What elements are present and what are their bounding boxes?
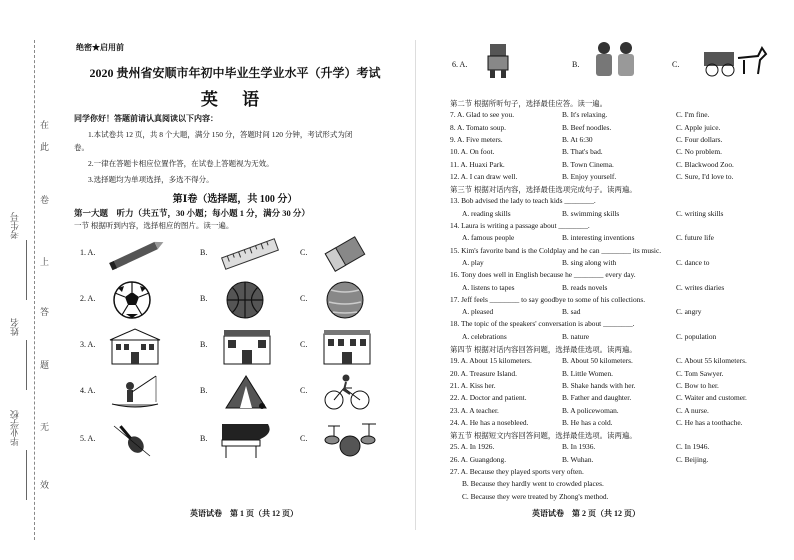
question-row bbox=[80, 234, 400, 274]
question-number: 6. A. bbox=[452, 60, 468, 69]
option-c-label: C. bbox=[300, 340, 308, 349]
option-b-label: B. bbox=[572, 60, 580, 69]
horse-carriage-icon bbox=[700, 40, 770, 80]
option-b: B. Little Women. bbox=[562, 368, 613, 378]
answer-options-row bbox=[450, 307, 785, 318]
line-text: 17. Jeff feels ________ to say goodbye to some of his collections. bbox=[450, 294, 646, 304]
option-c: C. Tom Sawyer. bbox=[676, 368, 724, 378]
section-description: 一节 根据听到内容，选择相应的图片。读一遍。 bbox=[74, 221, 234, 230]
question-text bbox=[450, 295, 785, 306]
school-label: 毕业学校 bbox=[10, 410, 20, 446]
option-b: B. sad bbox=[562, 307, 581, 317]
option-c: C. population bbox=[676, 331, 717, 341]
option-c-label: C. bbox=[300, 434, 308, 443]
piano-icon bbox=[218, 420, 278, 460]
question-row bbox=[80, 280, 400, 320]
option-c: C. Bow to her. bbox=[676, 380, 719, 390]
option-a: 26. A. Guangdong. bbox=[450, 454, 507, 464]
option-a: A. reading skills bbox=[462, 208, 511, 218]
confidential-mark: 绝密★启用前 bbox=[76, 43, 124, 52]
school-line bbox=[26, 450, 27, 500]
option-b: B. Shake hands with her. bbox=[562, 380, 636, 390]
option-c-label: C. bbox=[300, 294, 308, 303]
instruction-line: 1.本试卷共 12 页，共 8 个大题，满分 150 分，答题时间 120 分钟，考试形式为闭 bbox=[88, 130, 353, 139]
option-a: 21. A. Kiss her. bbox=[450, 380, 496, 390]
margin-char: 答 bbox=[40, 307, 50, 317]
answer-options-row bbox=[450, 406, 785, 417]
option-b: B. He has a cold. bbox=[562, 417, 613, 427]
question-number: 3. A. bbox=[80, 340, 96, 349]
examinee-number-line bbox=[26, 240, 27, 300]
option-a: 24. A. He has a nosebleed. bbox=[450, 417, 529, 427]
line-text: 第三节 根据对话内容，选择最佳选项完成句子。读两遍。 bbox=[450, 185, 637, 195]
question-number: 4. A. bbox=[80, 386, 96, 395]
option-c: C. writes diaries bbox=[676, 282, 725, 292]
option-b: B. About 50 kilometers. bbox=[562, 356, 633, 366]
question-text bbox=[450, 319, 785, 330]
margin-char: 卷 bbox=[40, 195, 50, 205]
option-c: C. Beijing. bbox=[676, 454, 709, 464]
line-text: 14. Laura is writing a passage about ________. bbox=[450, 221, 590, 230]
question-text bbox=[450, 344, 785, 355]
answer-options-row bbox=[450, 147, 785, 158]
margin-char: 上 bbox=[40, 257, 50, 267]
answer-options-row bbox=[450, 160, 785, 171]
margin-char: 此 bbox=[40, 142, 50, 152]
option-b: B. reads novels bbox=[562, 282, 608, 292]
question-number: 1. A. bbox=[80, 248, 96, 257]
option-c: C. He has a toothache. bbox=[676, 417, 743, 427]
answer-options-row bbox=[450, 209, 785, 220]
answer-options-row bbox=[450, 283, 785, 294]
line-text: 18. The topic of the speakers' conversation is about ________. bbox=[450, 319, 635, 329]
question-text bbox=[450, 479, 785, 490]
option-c: C. Waiter and customer. bbox=[676, 393, 747, 403]
option-c: C. A nurse. bbox=[676, 405, 709, 415]
question-number: 5. A. bbox=[80, 434, 96, 443]
eraser-icon bbox=[320, 234, 370, 274]
option-b: B. In 1936. bbox=[562, 442, 596, 452]
line-text: 15. Kim's favorite band is the Coldplay and he can ________ its music. bbox=[450, 245, 662, 255]
option-c-label: C. bbox=[672, 60, 680, 69]
question-text bbox=[450, 270, 785, 281]
name-label: 姓名 bbox=[10, 318, 20, 336]
subject-title: 英 语 bbox=[200, 90, 270, 109]
cycling-icon bbox=[320, 372, 375, 412]
option-a: 23. A. A teacher. bbox=[450, 405, 499, 415]
option-a: 22. A. Doctor and patient. bbox=[450, 393, 527, 403]
option-a: A. listens to tapes bbox=[462, 282, 515, 292]
answer-options-row bbox=[450, 418, 785, 429]
answer-options-row bbox=[450, 172, 785, 183]
line-text: 13. Bob advised the lady to teach kids ________. bbox=[450, 196, 596, 206]
question-text bbox=[450, 467, 785, 478]
line-text: 第五节 根据短文内容回答问题，选择最佳选项。读两遍。 bbox=[450, 431, 637, 441]
question-row bbox=[80, 326, 400, 366]
option-c: C. future life bbox=[676, 233, 714, 243]
option-a: 9. A. Five meters. bbox=[450, 134, 503, 144]
option-a: A. play bbox=[462, 257, 484, 267]
margin-char: 无 bbox=[40, 422, 50, 432]
question-text bbox=[450, 492, 785, 503]
cinema-building-icon bbox=[220, 326, 275, 366]
line-text: B. Because they hardly went to crowded places. bbox=[462, 479, 604, 489]
margin-char: 题 bbox=[40, 360, 50, 370]
question-text bbox=[450, 246, 785, 257]
school-building-icon bbox=[108, 326, 163, 366]
option-a: 11. A. Huaxi Park. bbox=[450, 159, 505, 169]
robot-figure-icon bbox=[478, 40, 518, 80]
answer-options-row bbox=[450, 455, 785, 466]
option-b-label: B. bbox=[200, 340, 208, 349]
option-c: C. Blackwood Zoo. bbox=[676, 159, 734, 169]
answer-options-row bbox=[450, 332, 785, 343]
option-c: C. dance to bbox=[676, 257, 710, 267]
instruction-line: 卷。 bbox=[74, 143, 89, 152]
binding-margin bbox=[0, 0, 60, 560]
page-1-footer: 英语试卷 第 1 页（共 12 页） bbox=[190, 509, 298, 518]
option-b: B. It's relaxing. bbox=[562, 110, 608, 120]
soccer-ball-icon bbox=[112, 280, 152, 320]
two-figures-icon bbox=[590, 40, 640, 80]
option-b: B. Father and daughter. bbox=[562, 393, 632, 403]
line-text: 第四节 根据对话内容回答问题，选择最佳选项。读两遍。 bbox=[450, 345, 637, 354]
drums-icon bbox=[320, 420, 380, 460]
answer-options-row bbox=[450, 381, 785, 392]
option-a: A. celebrations bbox=[462, 331, 507, 341]
answer-options-row bbox=[450, 135, 785, 146]
line-text: 27. A. Because they played sports very often. bbox=[450, 467, 584, 476]
basketball-icon bbox=[225, 280, 265, 320]
question-text bbox=[450, 184, 785, 195]
option-a: A. pleased bbox=[462, 307, 494, 317]
option-b-label: B. bbox=[200, 386, 208, 395]
option-c: C. Four dollars. bbox=[676, 134, 723, 144]
margin-char: 效 bbox=[40, 480, 50, 490]
answer-options-row bbox=[450, 110, 785, 121]
line-text: C. Because they were treated by Zhong's method. bbox=[462, 491, 609, 501]
question-number: 2. A. bbox=[80, 294, 96, 303]
option-c: C. Sure, I'd love to. bbox=[676, 171, 734, 181]
hospital-building-icon bbox=[320, 326, 375, 366]
option-c: C. writing skills bbox=[676, 208, 724, 218]
name-line bbox=[26, 340, 27, 390]
fishing-icon bbox=[108, 372, 163, 412]
option-a: 25. A. In 1926. bbox=[450, 442, 495, 452]
option-c: C. angry bbox=[676, 307, 702, 317]
option-b: B. Town Cinema. bbox=[562, 159, 614, 169]
answer-options-row bbox=[450, 123, 785, 134]
option-a: 8. A. Tomato soup. bbox=[450, 122, 507, 132]
answer-options-row bbox=[450, 233, 785, 244]
line-text: 16. Tony does well in English because he ________ every day. bbox=[450, 270, 636, 280]
option-b: B. interesting inventions bbox=[562, 233, 635, 243]
option-a: 19. A. About 15 kilometers. bbox=[450, 356, 532, 366]
ruler-icon bbox=[220, 234, 280, 274]
option-a: 12. A. I can draw well. bbox=[450, 171, 518, 181]
question-text bbox=[450, 430, 785, 441]
part-heading: 第Ⅰ卷（选择题，共 100 分） bbox=[172, 194, 298, 205]
option-c: C. No problem. bbox=[676, 147, 722, 157]
page-divider bbox=[415, 40, 416, 530]
option-b: B. A policewoman. bbox=[562, 405, 619, 415]
question-text bbox=[450, 221, 785, 232]
answer-options-row bbox=[450, 356, 785, 367]
question-text bbox=[450, 196, 785, 207]
examinee-number-label: 考生号 bbox=[10, 212, 20, 239]
option-c: C. In 1946. bbox=[676, 442, 710, 452]
option-a: 10. A. On foot. bbox=[450, 147, 495, 157]
notice-heading: 同学你好！答题前请认真阅读以下内容： bbox=[74, 114, 218, 123]
option-b-label: B. bbox=[200, 248, 208, 257]
cut-line bbox=[34, 40, 35, 540]
option-c-label: C. bbox=[300, 248, 308, 257]
option-b-label: B. bbox=[200, 434, 208, 443]
option-c: C. I'm fine. bbox=[676, 110, 710, 120]
pencil-icon bbox=[108, 234, 168, 274]
answer-options-row bbox=[450, 369, 785, 380]
question-6-row bbox=[450, 40, 785, 88]
option-c: C. About 55 kilometers. bbox=[676, 356, 747, 366]
option-b: B. Wuhan. bbox=[562, 454, 594, 464]
option-b: B. At 6:30 bbox=[562, 134, 593, 144]
instruction-line: 3.选择题均为单项选择，多选不得分。 bbox=[88, 175, 214, 184]
option-c-label: C. bbox=[300, 386, 308, 395]
answer-options-row bbox=[450, 393, 785, 404]
option-b: B. sing along with bbox=[562, 257, 617, 267]
exam-title: 2020 贵州省安顺市年初中毕业生学业水平（升学）考试 bbox=[89, 66, 381, 80]
page-2-footer: 英语试卷 第 2 页（共 12 页） bbox=[532, 509, 640, 518]
option-c: C. Apple juice. bbox=[676, 122, 721, 132]
option-b: B. nature bbox=[562, 331, 590, 341]
option-b: B. That's bad. bbox=[562, 147, 603, 157]
option-b-label: B. bbox=[200, 294, 208, 303]
camping-icon bbox=[220, 372, 275, 412]
option-b: B. swimming skills bbox=[562, 208, 620, 218]
line-text: 第二节 根据所听句子，选择最佳应答。读一遍。 bbox=[450, 99, 608, 108]
question-text bbox=[450, 98, 785, 109]
instruction-line: 2.一律在答题卡相应位置作答，在试卷上答题视为无效。 bbox=[88, 159, 274, 168]
option-b: B. Enjoy yourself. bbox=[562, 171, 617, 181]
violin-icon bbox=[110, 420, 155, 460]
answer-options-row bbox=[450, 442, 785, 453]
option-a: 7. A. Glad to see you. bbox=[450, 110, 515, 120]
answer-options-row bbox=[450, 258, 785, 269]
margin-char: 在 bbox=[40, 120, 50, 130]
volleyball-icon bbox=[325, 280, 365, 320]
option-a: A. famous people bbox=[462, 233, 515, 243]
option-b: B. Beef noodles. bbox=[562, 122, 612, 132]
question-row bbox=[80, 372, 400, 412]
option-a: 20. A. Treasure Island. bbox=[450, 368, 517, 378]
section-heading: 第一大题 听力（共五节，30 小题；每小题 1 分，满分 30 分） bbox=[74, 208, 310, 218]
question-row bbox=[80, 420, 400, 460]
